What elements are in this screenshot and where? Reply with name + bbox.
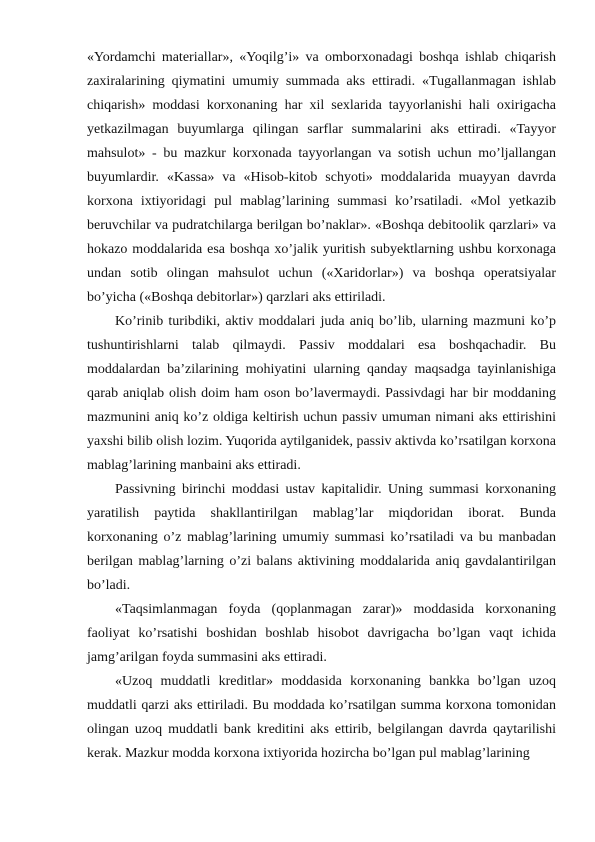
paragraph-4: «Taqsimlanmagan foyda (qoplanmagan zarar)» moddasida korxonaning faoliyat ko’rsatishi boshidan boshlab hisobot davrigacha bo’lgan vaqt ichida jamg’arilgan foyda summasini aks ettiradi. [87, 602, 556, 665]
paragraph-2: Ko’rinib turibdiki, aktiv moddalari juda aniq bo’lib, ularning mazmuni ko’p tushuntirishlarni talab qilmaydi. Passiv moddalari esa boshqachadir. Bu moddalardan ba’zilarining mohiyatini ularning qanday maqsadga tayinlanishiga qarab aniqlab olish doim ham oson bo’lavermaydi. Passivdagi har bir moddaning mazmunini aniq ko’z oldiga keltirish uchun passiv umuman nimani aks ettirishini yaxshi bilib olish lozim. Yuqorida aytilganidek, passiv aktivda ko’rsatilgan korxona mablag’larining manbaini aks ettiradi. [87, 314, 556, 473]
paragraph-1: «Yordamchi materiallar», «Yoqilg’i» va omborxonadagi boshqa ishlab chiqarish zaxiralarining qiymatini umumiy summada aks ettiradi. «Tugallanmagan ishlab chiqarish» moddasi korxonaning har xil sexlarida tayyorlanishi hali oxirigacha yetkazilmagan buyumlarga qilingan sarflar summalarini aks ettiradi. «Tayyor mahsulot» - bu mazkur korxonada tayyorlangan va sotish uchun mo’ljallangan buyumlardir. «Kassa» va «Hisob-kitob schyoti» moddalarida muayyan davrda korxona ixtiyoridagi pul mablag’larining summasi ko’rsatiladi. «Mol yetkazib beruvchilar va pudratchilarga berilgan bo’naklar». «Boshqa debitoolik qarzlari» va hokazo moddalarida esa boshqa xo’jalik yuritish subyektlarning ushbu korxonaga undan sotib olingan mahsulot uchun («Xaridorlar») va boshqa operatsiyalar bo’yicha («Boshqa debitorlar») qarzlari aks ettiriladi. [87, 50, 556, 305]
document-page [87, 46, 556, 766]
paragraph-5: «Uzoq muddatli kreditlar» moddasida korxonaning bankka bo’lgan uzoq muddatli qarzi aks ettiriladi. Bu moddada ko’rsatilgan summa korxona tomonidan olingan uzoq muddatli bank kreditini aks ettirib, belgilangan davrda qaytarilishi kerak. Mazkur modda korxona ixtiyorida hozircha bo’lgan pul mablag’larining [87, 674, 556, 761]
paragraph-3: Passivning birinchi moddasi ustav kapitalidir. Uning summasi korxonaning yaratilish paytida shakllantirilgan mablag’lar miqdoridan iborat. Bunda korxonaning o’z mablag’larining umumiy summasi ko’rsatiladi va bu manbadan berilgan mablag’larning o’zi balans aktivining moddalarida aniq gavdalantirilgan bo’ladi. [87, 482, 556, 593]
